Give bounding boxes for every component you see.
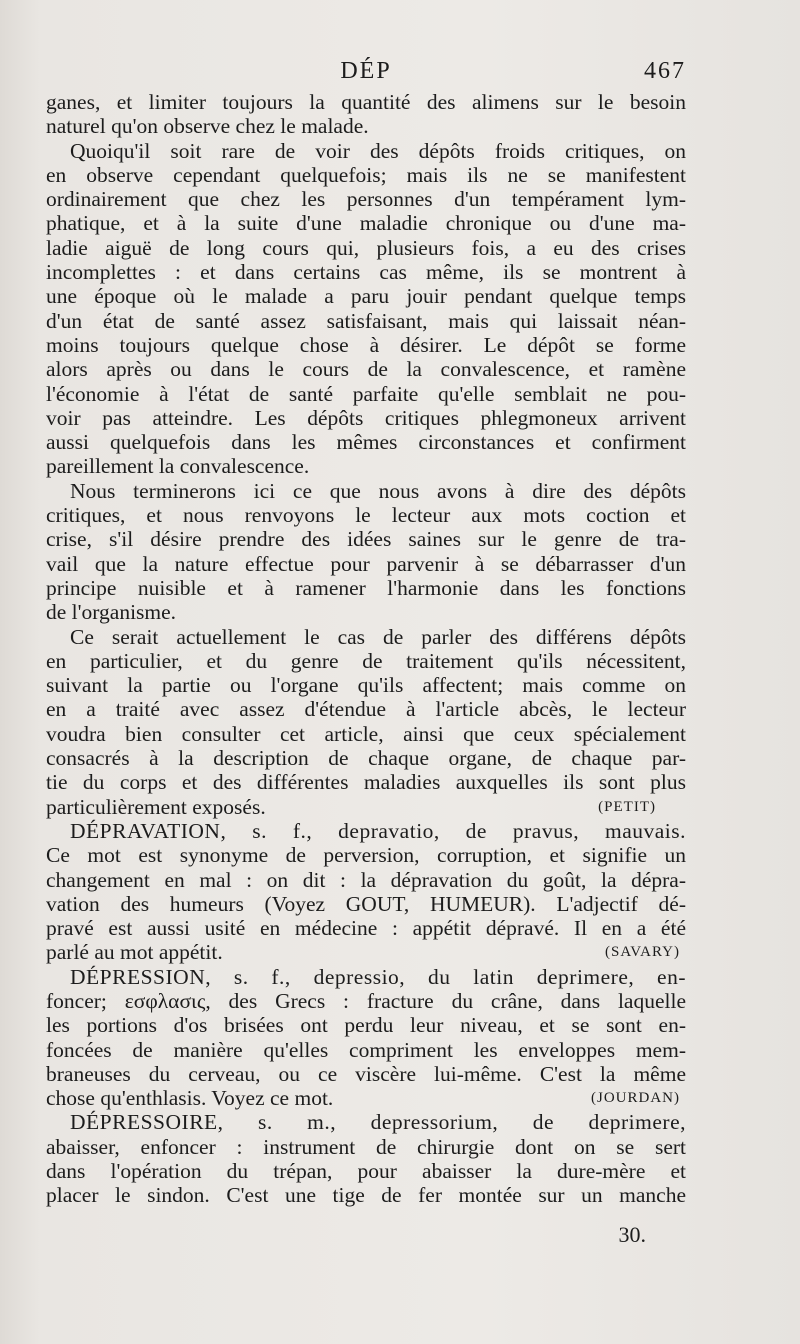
text-line-with-signature: [46, 1086, 686, 1110]
text-line: placer le sindon. C'est une tige de fer montée sur un manche: [46, 1183, 686, 1208]
text-line: principe nuisible et à ramener l'harmonie dans les fonctions: [46, 575, 686, 600]
text-line: foncées de manière qu'elles compriment les enveloppes mem-: [46, 1037, 686, 1062]
text-line: ladie aiguë de long cours qui, plusieurs fois, a eu des crises: [46, 235, 686, 260]
text-line: voir pas atteindre. Les dépôts critiques phlegmoneux arrivent: [46, 405, 686, 430]
text-line: moins toujours quelque chose à désirer. Le dépôt se forme: [46, 332, 686, 357]
text-line: aussi quelquefois dans les mêmes circonstances et confirment: [46, 430, 686, 455]
text-line: de l'organisme.: [46, 600, 177, 625]
text-line: phatique, et à la suite d'une maladie chronique ou d'une ma-: [46, 211, 686, 236]
signature-mark: 30.: [618, 1222, 646, 1247]
text-line: d'un état de santé assez satisfaisant, mais qui laissait néan-: [46, 308, 686, 333]
text-line: en observe cependant quelquefois; mais ils ne se manifestent: [46, 162, 686, 187]
text-line: les portions d'os brisées ont perdu leur niveau, et se sont en-: [46, 1013, 686, 1038]
running-title: DÉP: [340, 58, 392, 84]
text-line: chose qu'enthlasis. Voyez ce mot.: [46, 1086, 334, 1111]
text-line: changement en mal : on dit : la dépravation du goût, la dépra-: [46, 867, 686, 892]
text-line: crise, s'il désire prendre des idées saines sur le genre de tra-: [46, 527, 686, 552]
entry-heading-line: DÉPRAVATION, s. f., depravatio, de pravus, mauvais.: [70, 818, 686, 843]
author-signature: (PETIT): [598, 798, 656, 815]
text-line: critiques, et nous renvoyons le lecteur aux mots coction et: [46, 503, 686, 528]
page-number: 467: [644, 58, 686, 84]
text-line: l'économie à l'état de santé parfaite qu'elle semblait ne pou-: [46, 381, 686, 406]
text-line: foncer; εσφλασις, des Grecs : fracture du crâne, dans laquelle: [46, 988, 686, 1013]
author-signature: (JOURDAN): [591, 1090, 680, 1107]
text-line: consacrés à la description de chaque organe, de chaque par-: [46, 746, 686, 771]
text-line: tie du corps et des différentes maladies auxquelles ils sont plus: [46, 770, 686, 795]
text-line: en particulier, et du genre de traitement qu'ils nécessitent,: [46, 648, 686, 673]
body-text: [46, 90, 686, 1208]
text-line: suivant la partie ou l'organe qu'ils affectent; mais comme on: [46, 673, 686, 698]
text-line: pravé est aussi usité en médecine : appétit dépravé. Il en a été: [46, 916, 686, 941]
text-line: ganes, et limiter toujours la quantité des alimens sur le besoin: [46, 90, 686, 114]
text-line: Ce mot est synonyme de perversion, corruption, et signifie un: [46, 843, 686, 868]
text-line: incomplettes : et dans certains cas même, ils se montrent à: [46, 260, 686, 285]
text-line: braneuses du cerveau, ou ce viscère lui-même. C'est la même: [46, 1061, 686, 1086]
page-footer: [46, 1222, 686, 1250]
text-line: alors après ou dans le cours de la convalescence, et ramène: [46, 357, 686, 382]
entry-heading-line: DÉPRESSOIRE, s. m., depressorium, de deprimere,: [70, 1110, 686, 1135]
text-line: Quoiqu'il soit rare de voir des dépôts froids critiques, on: [70, 138, 686, 163]
text-line: voudra bien consulter cet article, ainsi que ceux spécialement: [46, 721, 686, 746]
text-line-with-signature: [46, 795, 686, 819]
text-line: vation des humeurs (Voyez GOUT, HUMEUR). L'adjectif dé-: [46, 891, 686, 916]
running-header: [46, 58, 686, 92]
text-line: une époque où le malade a paru jouir pendant quelque temps: [46, 284, 686, 309]
text-line: vail que la nature effectue pour parvenir à se débarrasser d'un: [46, 551, 686, 576]
entry-heading-line: DÉPRESSION, s. f., depressio, du latin deprimere, en-: [70, 964, 686, 989]
text-line: Ce serait actuellement le cas de parler des différens dépôts: [70, 624, 686, 649]
text-line-with-signature: [46, 940, 686, 964]
text-line: naturel qu'on observe chez le malade.: [46, 114, 369, 139]
text-line: ordinairement que chez les personnes d'un tempérament lym-: [46, 187, 686, 212]
text-line: Nous terminerons ici ce que nous avons à dire des dépôts: [70, 478, 686, 503]
text-line: abaisser, enfoncer : instrument de chirurgie dont on se sert: [46, 1134, 686, 1159]
text-line: particulièrement exposés.: [46, 794, 266, 819]
author-signature: (SAVARY): [605, 944, 680, 961]
text-line: pareillement la convalescence.: [46, 454, 310, 479]
text-line: dans l'opération du trépan, pour abaisser la dure-mère et: [46, 1159, 686, 1184]
text-line: en a traité avec assez d'étendue à l'article abcès, le lecteur: [46, 697, 686, 722]
text-line: parlé au mot appétit.: [46, 940, 223, 965]
